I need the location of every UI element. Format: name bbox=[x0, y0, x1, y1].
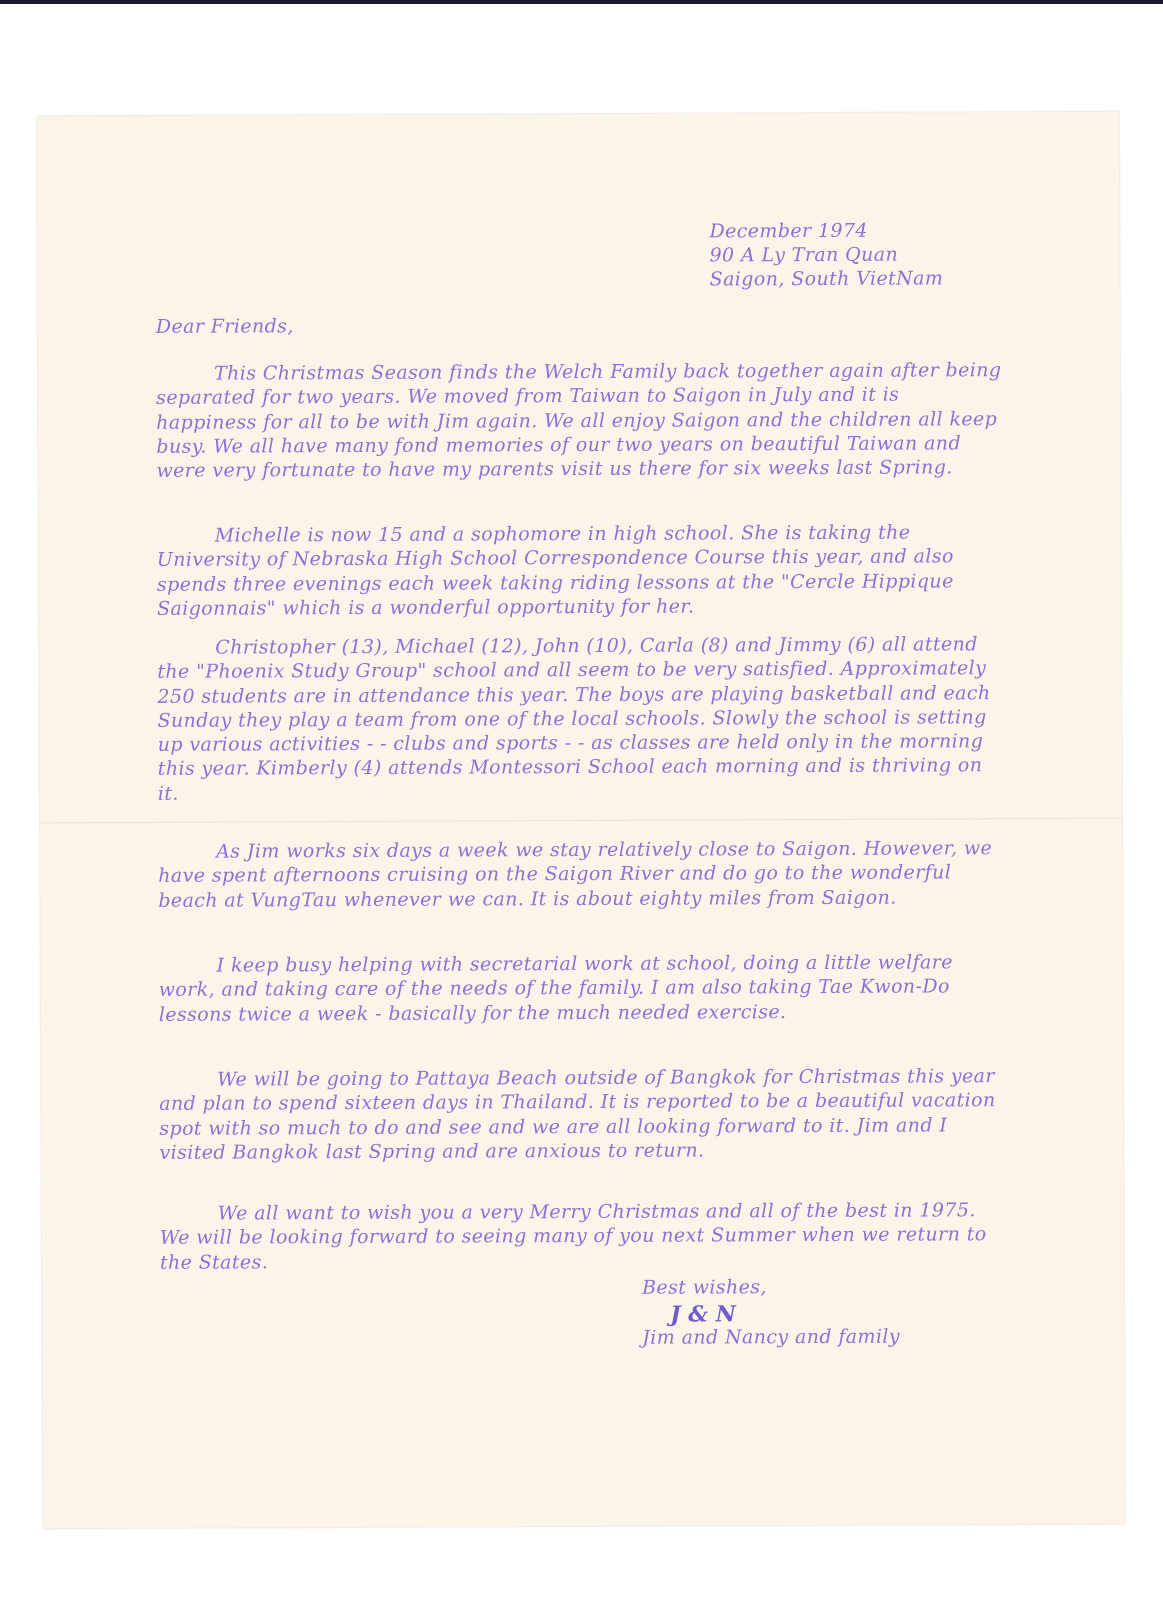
letter-sheet bbox=[37, 112, 1125, 1529]
scan-top-edge bbox=[0, 0, 1163, 4]
paragraph-thailand-trip: We will be going to Pattaya Beach outside of Bangkok for Christmas this year and plan to spend sixteen days in Thailand. It is reported to be a beautiful vacation spot with so much to do and see and we are all looking forward to it. Jim and I visited Bangkok last Spring and are anxious to return. bbox=[159, 1065, 996, 1164]
letter-date: December 1974 bbox=[709, 219, 868, 243]
salutation: Dear Friends, bbox=[155, 315, 294, 338]
closing-regards: Best wishes, bbox=[641, 1276, 767, 1299]
return-address bbox=[709, 218, 943, 291]
closing-signed-by: Jim and Nancy and family bbox=[642, 1325, 901, 1349]
paragraph-keeping-busy: I keep busy helping with secretarial work at school, doing a little welfare work, and taking care of the needs of the family. I am also taking Tae Kwon-Do lessons twice a week - basically for the much needed exercise. bbox=[158, 951, 953, 1026]
paragraph-family-reunion: This Christmas Season finds the Welch Family back together again after being separated for two years. We moved from Taiwan to Saigon in July and it is happiness for all to be with Jim again. We all enjoy Saigon and the children all keep busy. We all have many fond memories of our two years on beautiful Taiwan and were very fortunate to have my parents visit us there for six weeks last Spring. bbox=[156, 359, 1002, 483]
paragraph-children-school: Christopher (13), Michael (12), John (10), Carla (8) and Jimmy (6) all attend the "Phoenix Study Group" school and all seem to be very satisfied. Approximately 250 students are in attendance this year. The boys are playing basketball and each Sunday they play a team from one of the local schools. Slowly the school is setting up various activities - - clubs and sports - - as classes are held only in the morning this year. Kimberly (4) attends Montessori School each morning and is thriving on it. bbox=[157, 633, 991, 805]
paragraph-christmas-wishes: We all want to wish you a very Merry Christmas and all of the best in 1975. We will be looking forward to seeing many of you next Summer when we return to the States. bbox=[159, 1199, 987, 1274]
address-city: Saigon, South VietNam bbox=[709, 267, 944, 291]
address-street: 90 A Ly Tran Quan bbox=[709, 243, 899, 267]
paragraph-saigon-outings: As Jim works six days a week we stay relatively close to Saigon. However, we have spent afternoons cruising on the Saigon River and do go to the wonderful beach at VungTau whenever we can. It is about eighty miles from Saigon. bbox=[158, 837, 993, 912]
paper-fold-line bbox=[40, 818, 1122, 825]
handwritten-initials-signature: J & N bbox=[670, 1301, 736, 1328]
paragraph-michelle: Michelle is now 15 and a sophomore in high school. She is taking the University of Nebraska High School Correspondence Course this year, and also spends three evenings each week taking riding lessons at the "Cercle Hippique Saigonnais" which is a wonderful opportunity for her. bbox=[156, 521, 954, 620]
